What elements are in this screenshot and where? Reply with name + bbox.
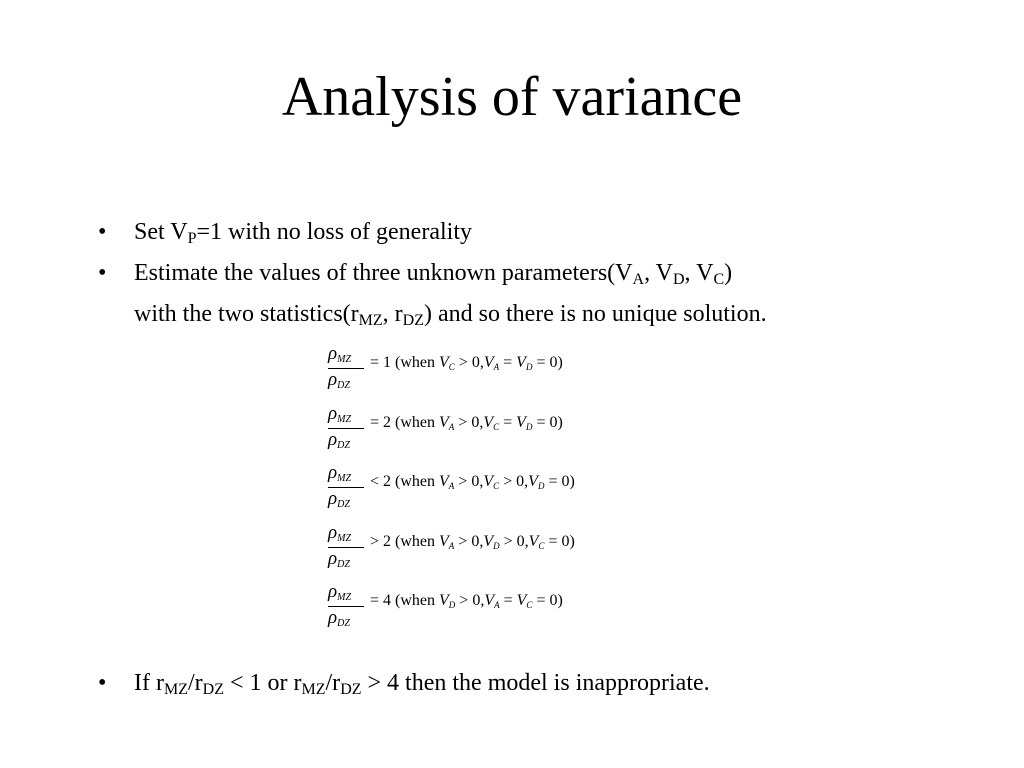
equation-text: = 0): [544, 532, 575, 550]
subscript: C: [526, 600, 533, 610]
rho-symbol: ρ: [328, 369, 338, 390]
fraction-denominator: [328, 370, 350, 396]
equation-text: > 0,: [455, 592, 485, 609]
subscript: MZ: [301, 681, 326, 698]
fraction-numerator: [328, 344, 351, 370]
equation-text: =: [499, 354, 517, 371]
subscript: D: [448, 600, 456, 610]
fraction-denominator: [328, 430, 350, 456]
subscript: DZ: [337, 618, 350, 629]
variable: V: [439, 592, 449, 609]
rho-symbol: ρ: [328, 581, 338, 602]
subscript: C: [493, 481, 500, 491]
equation-text: = 2 (when: [370, 413, 440, 431]
equation-row: [326, 404, 666, 464]
bullet-item-inappropriate: [92, 663, 972, 704]
subscript: D: [525, 362, 533, 372]
equation-text: < 2 (when: [370, 473, 440, 490]
rho-symbol: ρ: [328, 521, 338, 543]
equation-condition: [370, 472, 575, 496]
bullet-text: < 1 or r: [223, 670, 302, 696]
subscript: A: [493, 362, 500, 372]
bullet-text: =1 with no loss of generality: [196, 219, 472, 245]
subscript: DZ: [337, 380, 350, 391]
rho-symbol: ρ: [328, 462, 338, 483]
bullet-text: ): [724, 260, 733, 286]
subscript: MZ: [337, 413, 352, 425]
fraction-denominator: [328, 489, 350, 515]
subscript: DZ: [337, 558, 350, 570]
ratio-fraction: [328, 582, 366, 628]
subscript: A: [448, 481, 455, 491]
variable: V: [439, 354, 449, 371]
variable: V: [439, 413, 449, 431]
equation-text: = 0): [532, 354, 563, 371]
bullet-marker: •: [98, 260, 107, 286]
equation-text: > 0,: [499, 473, 529, 490]
subscript: DZ: [340, 681, 362, 698]
variable: V: [439, 473, 449, 490]
equation-text: > 0,: [499, 532, 529, 550]
bullet-marker: •: [98, 219, 107, 245]
subscript: D: [493, 540, 500, 551]
equation-condition: [370, 591, 563, 615]
equation-row: [326, 463, 666, 523]
variable: V: [516, 413, 526, 431]
variable: V: [484, 592, 495, 609]
bullet-text: , V: [684, 260, 714, 286]
bullet-text: /r: [187, 670, 203, 696]
subscript: P: [187, 230, 197, 247]
subscript: C: [493, 421, 500, 432]
subscript: A: [448, 540, 455, 551]
subscript: C: [713, 271, 725, 288]
subscript: C: [538, 540, 545, 551]
variable: V: [528, 473, 538, 490]
bullet-text: with the two statistics(r: [134, 301, 359, 327]
equation-text: = 4 (when: [370, 592, 440, 609]
equation-row: [326, 523, 666, 583]
equation-text: > 0,: [454, 473, 484, 490]
subscript: A: [494, 600, 500, 610]
ratio-fraction: [328, 463, 366, 509]
fraction-numerator: [328, 463, 351, 489]
rho-symbol: ρ: [328, 547, 338, 569]
subscript: MZ: [337, 532, 352, 544]
variable: V: [483, 354, 494, 371]
bullet-text: /r: [325, 670, 341, 696]
equation-text: =: [499, 413, 517, 431]
ratio-fraction: [328, 523, 366, 569]
bullet-text: Set V: [134, 219, 188, 245]
rho-symbol: ρ: [328, 607, 338, 628]
equation-text: > 2 (when: [370, 532, 440, 550]
subscript: D: [672, 271, 685, 288]
bullet-text: > 4 then the model is inappropriate.: [361, 670, 710, 696]
variable: V: [528, 532, 539, 550]
equation-row: [326, 582, 666, 642]
subscript: A: [632, 271, 645, 288]
equation-text: =: [499, 592, 517, 609]
equation-text: > 0,: [454, 413, 484, 431]
equation-text: = 0): [532, 592, 563, 609]
bullet-marker: •: [98, 670, 107, 696]
subscript: MZ: [163, 681, 188, 698]
subscript: MZ: [358, 312, 383, 329]
fraction-denominator: [328, 549, 350, 575]
bullet-list-conclusion: [92, 663, 972, 704]
subscript: MZ: [337, 473, 352, 484]
fraction-numerator: [328, 404, 351, 430]
subscript: DZ: [337, 499, 350, 510]
subscript: D: [537, 481, 545, 491]
bullet-text: Estimate the values of three unknown parameters(V: [134, 260, 633, 286]
bullet-text: If r: [134, 670, 164, 696]
bullet-item-estimate: [92, 253, 972, 335]
subscript: MZ: [337, 354, 352, 365]
ratio-fraction: [328, 404, 366, 450]
bullet-list: [92, 212, 972, 335]
subscript: DZ: [337, 439, 350, 451]
fraction-denominator: [328, 608, 350, 634]
bullet-text: ) and so there is no unique solution.: [423, 301, 767, 327]
equation-row: [326, 344, 666, 404]
equation-condition: [370, 532, 575, 556]
variable: V: [483, 413, 494, 431]
equation-text: = 0): [532, 413, 563, 431]
subscript: DZ: [202, 681, 224, 698]
equation-text: = 1 (when: [370, 354, 440, 371]
equation-text: = 0): [544, 473, 575, 490]
subscript: D: [525, 421, 533, 432]
rho-symbol: ρ: [328, 402, 338, 424]
bullet-item-set-vp: [92, 212, 972, 253]
variable: V: [516, 592, 527, 609]
fraction-numerator: [328, 582, 351, 608]
variable: V: [483, 532, 494, 550]
bullet-text: , r: [382, 301, 403, 327]
ratio-fraction: [328, 344, 366, 390]
rho-symbol: ρ: [328, 343, 338, 364]
variable: V: [439, 532, 449, 550]
rho-symbol: ρ: [328, 488, 338, 509]
equation-condition: [370, 353, 563, 377]
subscript: MZ: [337, 592, 352, 603]
slide-title: Analysis of variance: [281, 66, 743, 128]
rho-symbol: ρ: [328, 428, 338, 450]
subscript: A: [448, 421, 455, 432]
variable: V: [516, 354, 526, 371]
equation-block: [326, 344, 666, 642]
subscript: DZ: [402, 312, 424, 329]
equation-condition: [370, 413, 563, 437]
equation-text: > 0,: [454, 532, 484, 550]
fraction-numerator: [328, 523, 351, 549]
variable: V: [483, 473, 494, 490]
subscript: C: [448, 362, 455, 372]
bullet-text: , V: [644, 260, 673, 286]
equation-text: > 0,: [454, 354, 484, 371]
